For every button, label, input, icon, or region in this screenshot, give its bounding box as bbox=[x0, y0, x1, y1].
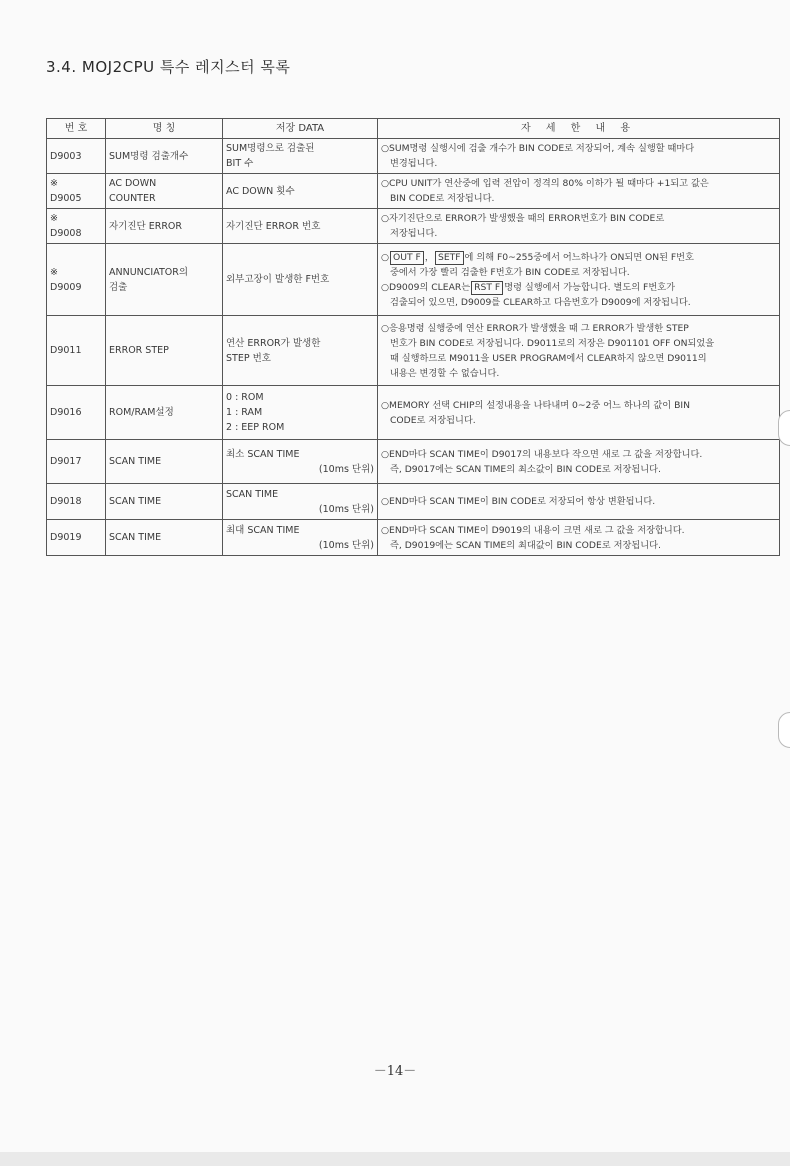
table-row bbox=[47, 209, 780, 244]
stored-data: 외부고장이 발생한 F번호 bbox=[223, 244, 378, 316]
table-row bbox=[47, 244, 780, 316]
detail: ○SUM명령 실행시에 검출 개수가 BIN CODE로 저장되어, 계속 실행할 때마다 변경됩니다. bbox=[378, 139, 780, 174]
stored-data: 최대 SCAN TIME (10ms 단위) bbox=[223, 520, 378, 556]
register-number: D9003 bbox=[47, 139, 106, 174]
detail: ○CPU UNIT가 연산중에 입력 전압이 정격의 80% 이하가 될 때마다 +1되고 값은 BIN CODE로 저장됩니다. bbox=[378, 174, 780, 209]
register-name: ANNUNCIATOR의 검출 bbox=[106, 244, 223, 316]
header-stored-data: 저장 DATA bbox=[223, 119, 378, 139]
detail: ○응용명령 실행중에 연산 ERROR가 발생했을 때 그 ERROR가 발생한 STEP 번호가 BIN CODE로 저장됩니다. D9011로의 저장은 D901101 OFF ON되었을 때 실행하므로 M9011을 USER PROGRAM에서 CLEAR하지 않으면 D9011의 내용은 변경할 수 없습니다. bbox=[378, 316, 780, 386]
register-number: ※ D9009 bbox=[47, 244, 106, 316]
register-name: SCAN TIME bbox=[106, 520, 223, 556]
instruction-box: RST F bbox=[471, 281, 503, 295]
instruction-box: SETF bbox=[435, 251, 464, 265]
detail: ○END마다 SCAN TIME이 D9017의 내용보다 작으면 새로 그 값을 저장합니다. 즉, D9017에는 SCAN TIME의 최소값이 BIN CODE로 저장됩니다. bbox=[378, 440, 780, 484]
register-number: ※ D9005 bbox=[47, 174, 106, 209]
binder-hole bbox=[778, 410, 790, 446]
table-row bbox=[47, 520, 780, 556]
page-number: －14－ bbox=[373, 1064, 417, 1079]
stored-data: SUM명령으로 검출된 BIT 수 bbox=[223, 139, 378, 174]
register-name: SCAN TIME bbox=[106, 484, 223, 520]
detail: ○MEMORY 선택 CHIP의 설정내용을 나타내며 0~2중 어느 하나의 값이 BIN CODE로 저장됩니다. bbox=[378, 386, 780, 440]
scan-edge bbox=[0, 1152, 790, 1166]
register-name: SCAN TIME bbox=[106, 440, 223, 484]
register-number: D9016 bbox=[47, 386, 106, 440]
header-name: 명 칭 bbox=[106, 119, 223, 139]
header-number: 번 호 bbox=[47, 119, 106, 139]
table-row bbox=[47, 174, 780, 209]
special-register-table bbox=[46, 118, 780, 556]
register-number: ※ D9008 bbox=[47, 209, 106, 244]
stored-data: 연산 ERROR가 발생한 STEP 번호 bbox=[223, 316, 378, 386]
register-number: D9018 bbox=[47, 484, 106, 520]
stored-data: 최소 SCAN TIME (10ms 단위) bbox=[223, 440, 378, 484]
table-row bbox=[47, 139, 780, 174]
register-number: D9011 bbox=[47, 316, 106, 386]
register-name: 자기진단 ERROR bbox=[106, 209, 223, 244]
binder-hole bbox=[778, 712, 790, 748]
detail: ○ OUT F ， SETF 에 의해 F0~255중에서 어느하나가 ON되면 ON된 F번호 중에서 가장 빨리 검출한 F번호가 BIN CODE로 저장됩니다. ○D9009의 CLEAR는 RST F 명령 실행에서 가능합니다. 별도의 F번호가 검출되어 있으면, D9009를 CLEAR하고 다음번호가 D9009에 저장됩니다. bbox=[378, 244, 780, 316]
register-name: ROM/RAM설정 bbox=[106, 386, 223, 440]
stored-data: SCAN TIME (10ms 단위) bbox=[223, 484, 378, 520]
stored-data: 자기진단 ERROR 번호 bbox=[223, 209, 378, 244]
section-title: 3.4. MOJ2CPU 특수 레지스터 목록 bbox=[46, 58, 291, 76]
stored-data: AC DOWN 횟수 bbox=[223, 174, 378, 209]
register-name: ERROR STEP bbox=[106, 316, 223, 386]
table-row bbox=[47, 440, 780, 484]
header-detail: 자 세 한 내 용 bbox=[378, 119, 780, 139]
detail: ○자기진단으로 ERROR가 발생했을 때의 ERROR번호가 BIN CODE로 저장됩니다. bbox=[378, 209, 780, 244]
detail: ○END마다 SCAN TIME이 BIN CODE로 저장되어 항상 변환됩니다. bbox=[378, 484, 780, 520]
table-row bbox=[47, 484, 780, 520]
table-row bbox=[47, 316, 780, 386]
register-number: D9019 bbox=[47, 520, 106, 556]
stored-data: 0 : ROM 1 : RAM 2 : EEP ROM bbox=[223, 386, 378, 440]
instruction-box: OUT F bbox=[390, 251, 424, 265]
register-name: AC DOWN COUNTER bbox=[106, 174, 223, 209]
register-name: SUM명령 검출개수 bbox=[106, 139, 223, 174]
table-header-row bbox=[47, 119, 780, 139]
register-number: D9017 bbox=[47, 440, 106, 484]
table-row bbox=[47, 386, 780, 440]
detail: ○END마다 SCAN TIME이 D9019의 내용이 크면 새로 그 값을 저장합니다. 즉, D9019에는 SCAN TIME의 최대값이 BIN CODE로 저장됩니다. bbox=[378, 520, 780, 556]
